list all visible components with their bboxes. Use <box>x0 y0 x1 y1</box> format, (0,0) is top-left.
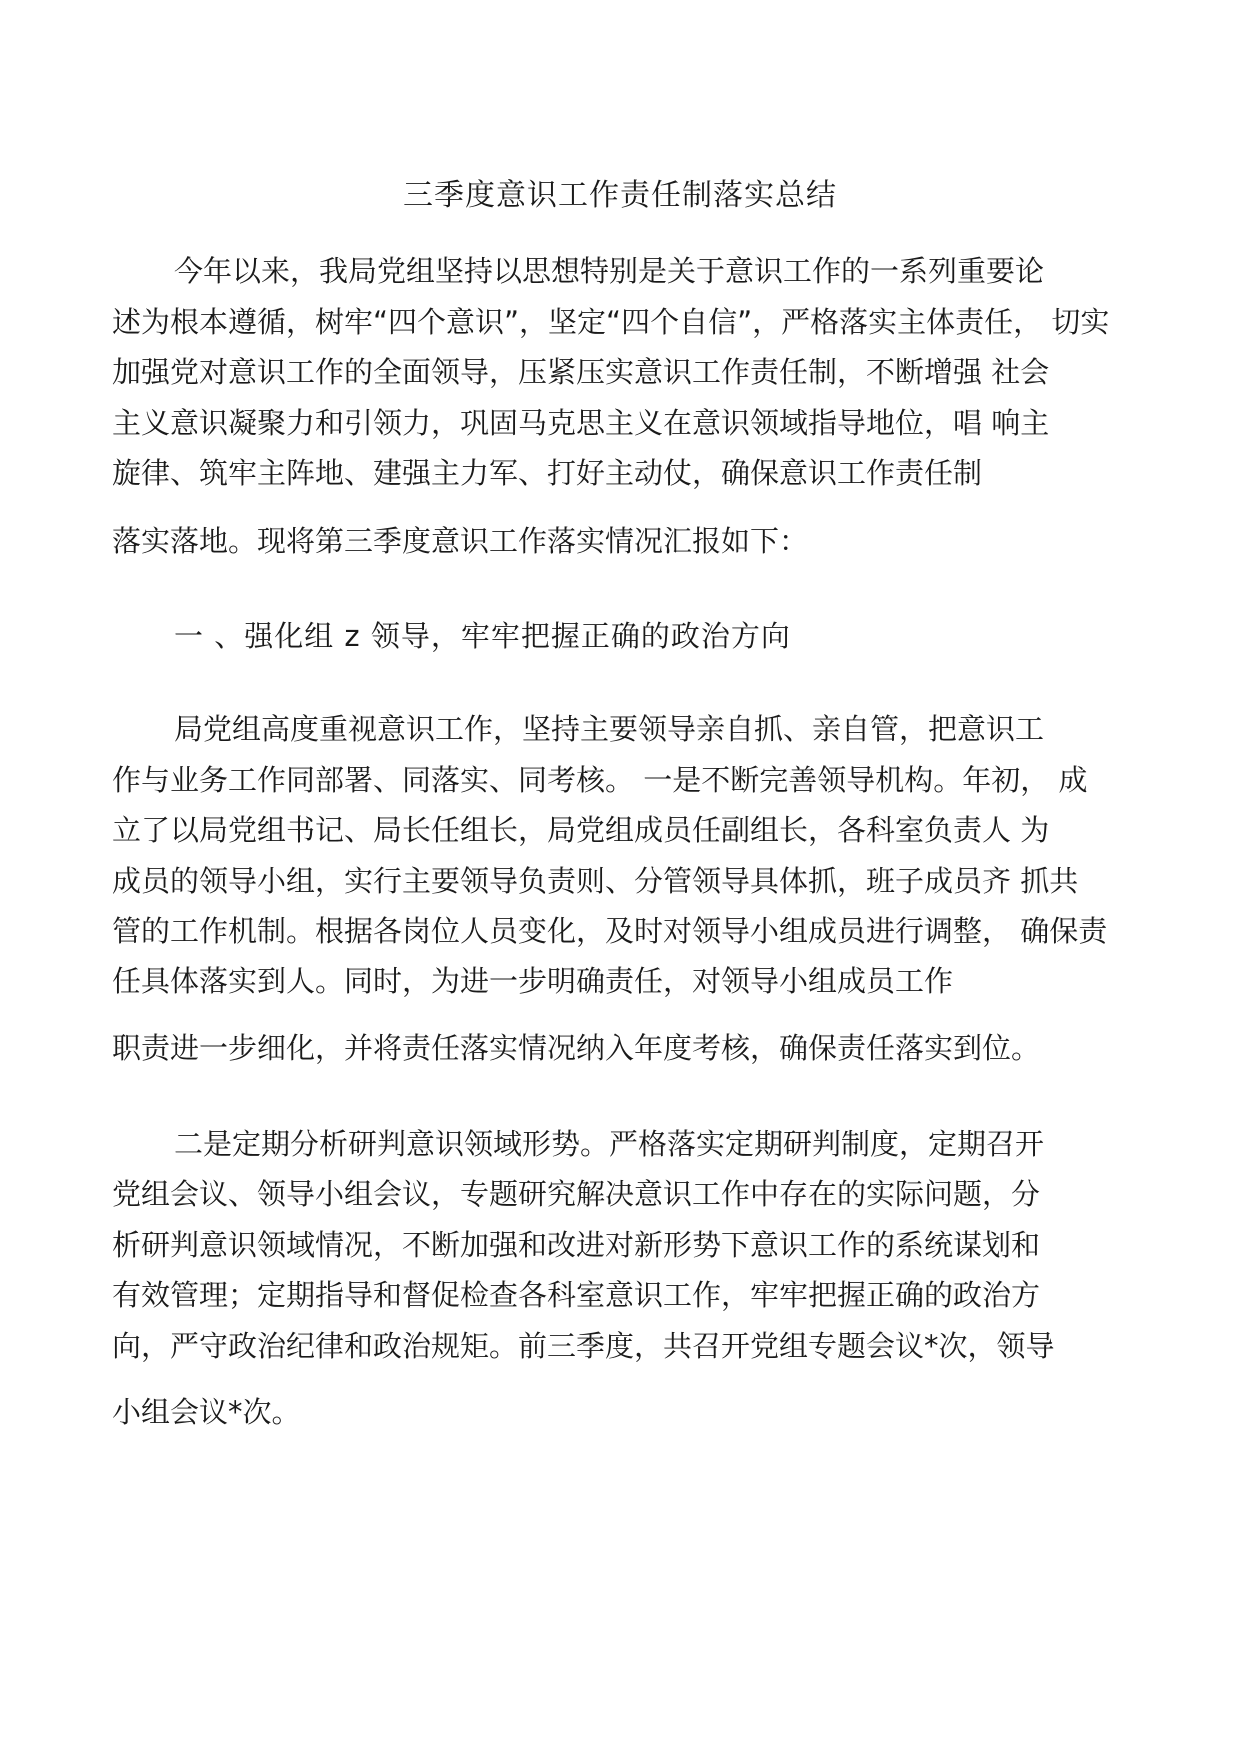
intro-line: 述为根本遵循，树牢“四个意识”，坚定“四个自信”，严格落实主体责任， 切实 <box>112 305 1110 339</box>
section2-line: 向，严守政治纪律和政治规矩。前三季度，共召开党组专题会议*次，领导 <box>112 1329 1055 1363</box>
section1-line: 局党组高度重视意识工作，坚持主要领导亲自抓、亲自管，把意识工 <box>174 712 1045 746</box>
intro-line: 落实落地。现将第三季度意识工作落实情况汇报如下： <box>112 524 809 558</box>
intro-line: 主义意识凝聚力和引领力，巩固马克思主义在意识领域指导地位，唱 响主 <box>112 406 1050 440</box>
intro-line: 今年以来，我局党组坚持以思想特别是关于意识工作的一系列重要论 <box>174 254 1045 288</box>
section1-line: 任具体落实到人。同时，为进一步明确责任，对领导小组成员工作 <box>112 964 954 998</box>
intro-line: 旋律、筑牢主阵地、建强主力军、打好主动仗，确保意识工作责任制 <box>112 456 983 490</box>
section2-line: 析研判意识领域情况，不断加强和改进对新形势下意识工作的系统谋划和 <box>112 1228 1041 1262</box>
intro-line: 加强党对意识工作的全面领导，压紧压实意识工作责任制，不断增强 社会 <box>112 355 1050 389</box>
section2-line: 有效管理；定期指导和督促检查各科室意识工作，牢牢把握正确的政治方 <box>112 1278 1041 1312</box>
section1-line: 管的工作机制。根据各岗位人员变化，及时对领导小组成员进行调整， 确保责 <box>112 914 1108 948</box>
document-title: 三季度意识工作责任制落实总结 <box>403 178 837 213</box>
section1-line: 立了以局党组书记、局长任组长，局党组成员任副组长，各科室负责人 为 <box>112 813 1050 847</box>
section1-line: 成员的领导小组，实行主要领导负责则、分管领导具体抓，班子成员齐 抓共 <box>112 864 1079 898</box>
section1-line: 作与业务工作同部署、同落实、同考核。 一是不断完善领导机构。年初， 成 <box>112 763 1088 797</box>
section2-line: 二是定期分析研判意识领域形势。严格落实定期研判制度，定期召开 <box>174 1127 1045 1161</box>
section-heading: 一 、强化组 z 领导，牢牢把握正确的政治方向 <box>174 619 791 653</box>
section2-line: 小组会议*次。 <box>112 1395 301 1429</box>
section1-line: 职责进一步细化，并将责任落实情况纳入年度考核，确保责任落实到位。 <box>112 1031 1041 1065</box>
section2-line: 党组会议、领导小组会议，专题研究解决意识工作中存在的实际问题，分 <box>112 1177 1041 1211</box>
